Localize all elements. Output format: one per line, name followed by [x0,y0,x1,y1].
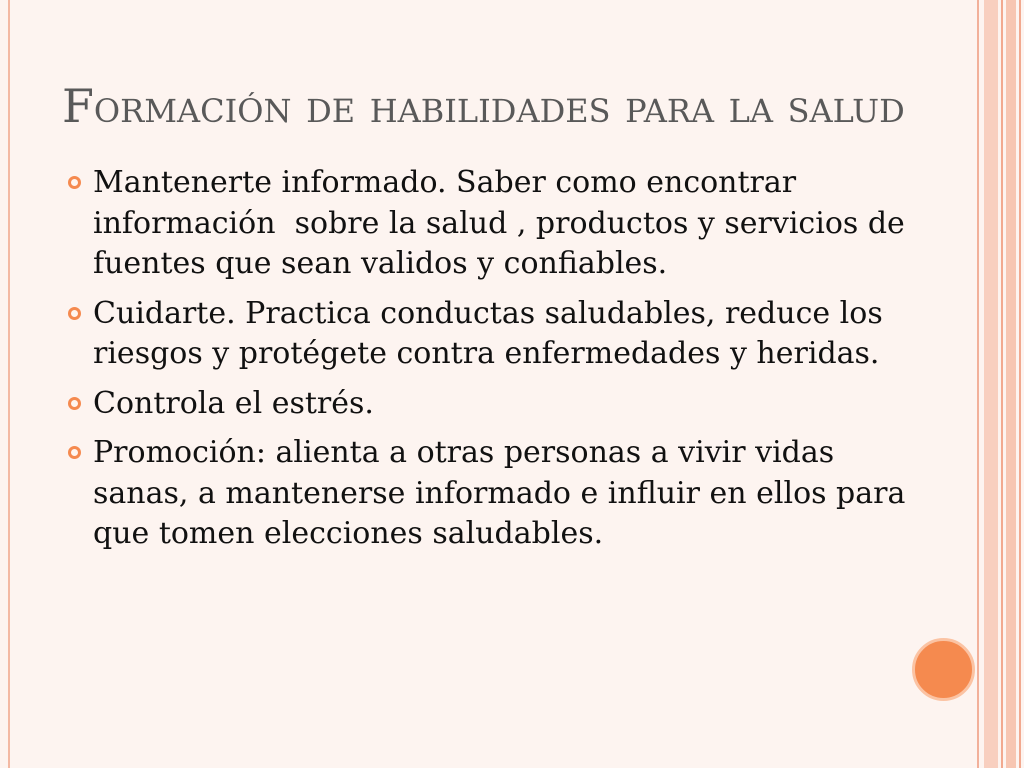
circle-bullet-icon [68,307,81,320]
bullet-text-line: Cuidarte. Practica conductas saludables, reduce los [93,295,883,331]
bullet-text-line: información sobre la salud , productos y servicios de [93,205,905,241]
circle-bullet-icon [68,176,81,189]
bullet-item [93,163,905,285]
circle-bullet-icon [68,446,81,459]
bullet-text-line: riesgos y protégete contra enfermedades y heridas. [93,336,880,371]
bullet-text-line: que tomen elecciones saludables. [93,516,604,551]
bullet-item [93,294,905,375]
orange-circle-icon [912,638,975,701]
bullet-item [93,433,905,555]
bullet-item [93,384,905,425]
left-border-line [8,0,10,768]
circle-bullet-icon [68,397,81,410]
bullet-text-line: sanas, a mantenerse informado e influir en ellos para [93,475,906,511]
bullet-text-line: fuentes que sean validos y confiables. [93,246,668,281]
bullet-list [93,163,905,564]
bullet-text-line: Mantenerte informado. Saber como encontrar [93,165,797,200]
bullet-text-line: Controla el estrés. [93,385,374,421]
right-decorative-stripes [977,0,1024,768]
bullet-text-line: Promoción: alienta a otras personas a vivir vidas [93,435,835,470]
slide-title: Formación de habilidades para la salud [62,79,905,133]
